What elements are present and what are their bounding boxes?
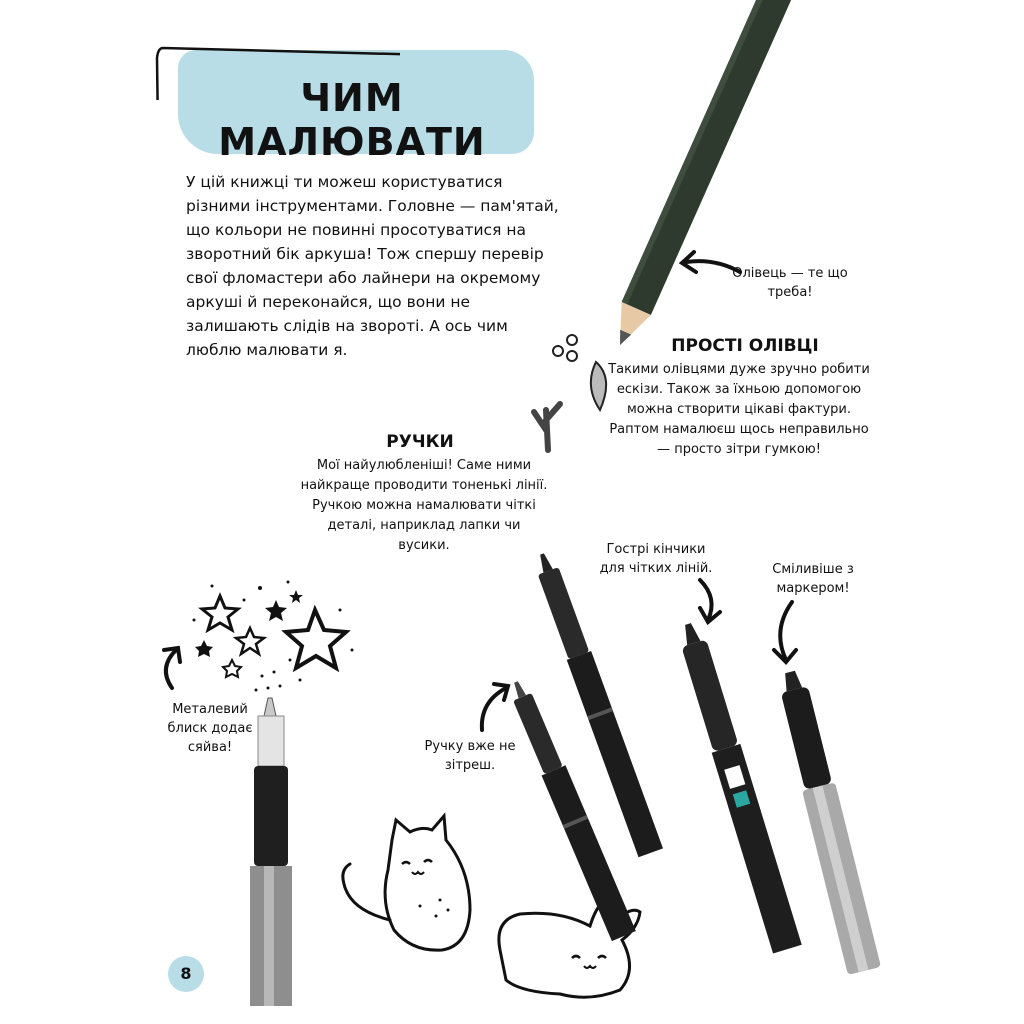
intro-paragraph: У цій книжці ти можеш користуватися різними інструментами. Головне — пам'ятай, що кольори не повинні просотуватися на зворотний бік аркуша! Тож спершу перевір свої фломастери або лайнери на окремому аркуші й переконайся, що вони не залишають слідів на звороті. А ось чим люблю малювати я. (186, 173, 559, 359)
marker-callout: Сміливіше з маркером! (772, 562, 854, 596)
page-number: 8 (168, 956, 204, 992)
pencils-heading: ПРОСТІ ОЛІВЦІ (671, 336, 819, 356)
metallic-callout: Металевий блиск додає сяйва! (167, 702, 253, 755)
pencils-text: Такими олівцями дуже зручно робити ескізи. Також за їхньою допомогою можна створити цікаві фактури. Раптом намалюєш щось неправильно — просто зітри гумкою! (608, 362, 870, 457)
pen-erase-callout: Ручку вже не зітреш. (424, 739, 516, 773)
pencil-callout: Олівець — те що треба! (732, 266, 848, 300)
sharp-tips-callout: Гострі кінчики для чітких ліній. (599, 542, 713, 576)
pens-text: Мої найулюбленіші! Саме ними найкраще проводити тоненькі лінії. Ручкою можна намалювати чіткі деталі, наприклад лапки чи вусики. (300, 458, 548, 553)
page-title: ЧИМ МАЛЮВАТИ (218, 76, 486, 164)
pens-heading: РУЧКИ (386, 432, 454, 452)
